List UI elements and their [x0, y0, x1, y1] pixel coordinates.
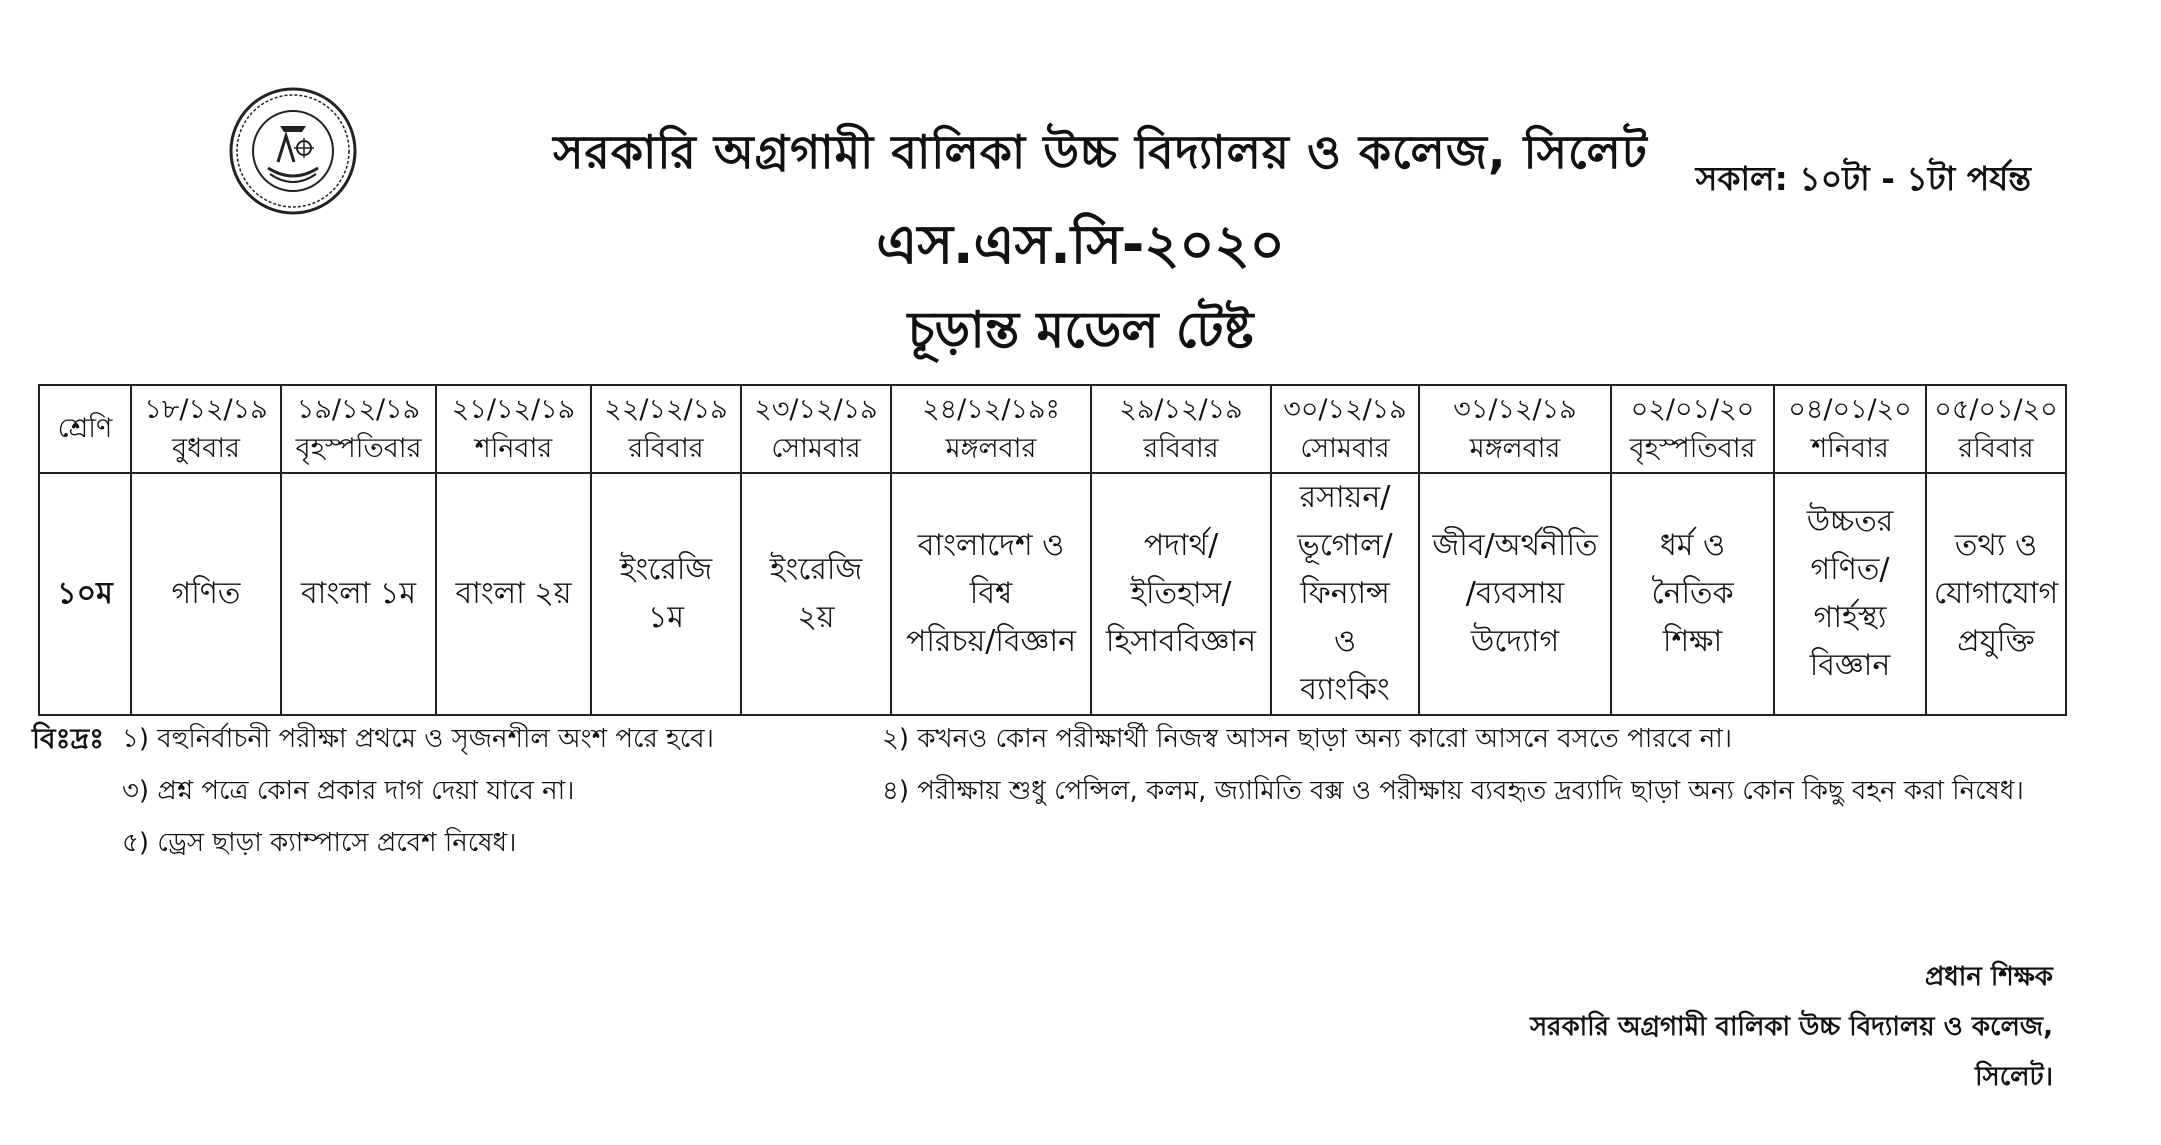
- exam-type: চূড়ান্ত মডেল টেষ্ট: [907, 301, 1254, 359]
- subject-cell: ইংরেজি ২য়: [741, 473, 891, 715]
- subject-cell: ধর্ম ও নৈতিক শিক্ষা: [1611, 473, 1774, 715]
- note-item: ২) কখনও কোন পরীক্ষার্থী নিজস্ব আসন ছাড়া অন্য কারো আসনে বসতে পারবে না।: [882, 724, 1733, 754]
- notes-label: বিঃদ্রঃ: [32, 722, 105, 755]
- table-row: [39, 473, 2066, 715]
- class-header: শ্রেণি: [39, 385, 131, 473]
- date-cell: ৩১/১২/১৯ মঙ্গলবার: [1419, 385, 1611, 473]
- exam-time: সকাল: ১০টা - ১টা পর্যন্ত: [1695, 159, 2031, 198]
- subject-cell: তথ্য ও যোগাযোগ প্রযুক্তি: [1926, 473, 2066, 715]
- subject-cell: বাংলা ১ম: [281, 473, 436, 715]
- exam-routine-table: [38, 384, 2067, 716]
- date-cell: ১৮/১২/১৯ বুধবার: [131, 385, 281, 473]
- signature-title: প্রধান শিক্ষক: [1924, 962, 2053, 992]
- signature-block: [1530, 952, 2053, 1102]
- subject-cell: উচ্চতর গণিত/ গার্হস্থ্য বিজ্ঞান: [1774, 473, 1926, 715]
- subject-cell: ইংরেজি ১ম: [591, 473, 741, 715]
- date-cell: ২৯/১২/১৯ রবিবার: [1091, 385, 1271, 473]
- date-cell: ৩০/১২/১৯ সোমবার: [1271, 385, 1419, 473]
- date-cell: ০২/০১/২০ বৃহস্পতিবার: [1611, 385, 1774, 473]
- date-cell: ০৪/০১/২০ শনিবার: [1774, 385, 1926, 473]
- subject-cell: জীব/অর্থনীতি /ব্যবসায় উদ্যোগ: [1419, 473, 1611, 715]
- subject-cell: পদার্থ/ ইতিহাস/ হিসাববিজ্ঞান: [1091, 473, 1271, 715]
- note-item: ১) বহুনির্বাচনী পরীক্ষা প্রথমে ও সৃজনশীল অংশ পরে হবে।: [122, 724, 714, 754]
- date-cell: ০৫/০১/২০ রবিবার: [1926, 385, 2066, 473]
- table-header-row: [39, 385, 2066, 473]
- class-cell: ১০ম: [39, 473, 131, 715]
- subject-cell: রসায়ন/ ভূগোল/ ফিন্যান্স ও ব্যাংকিং: [1271, 473, 1419, 715]
- note-item: ৪) পরীক্ষায় শুধু পেন্সিল, কলম, জ্যামিতি বক্স ও পরীক্ষায় ব্যবহৃত দ্রব্যাদি ছাড়া অন্য কোন কিছু বহন করা নিষেধ।: [882, 776, 2024, 806]
- date-cell: ২১/১২/১৯ শনিবার: [436, 385, 591, 473]
- subject-cell: বাংলা ২য়: [436, 473, 591, 715]
- note-item: ৩) প্রশ্ন পত্রে কোন প্রকার দাগ দেয়া যাবে না।: [122, 776, 575, 806]
- exam-name: এস.এস.সি-২০২০: [876, 213, 1285, 276]
- note-item: ৫) ড্রেস ছাড়া ক্যাম্পাসে প্রবেশ নিষেধ।: [122, 828, 517, 858]
- subject-cell: গণিত: [131, 473, 281, 715]
- date-cell: ২৩/১২/১৯ সোমবার: [741, 385, 891, 473]
- signature-city: সিলেট।: [1975, 1062, 2053, 1092]
- date-cell: ১৯/১২/১৯ বৃহস্পতিবার: [281, 385, 436, 473]
- date-cell: ২২/১২/১৯ রবিবার: [591, 385, 741, 473]
- date-cell: ২৪/১২/১৯ঃ মঙ্গলবার: [891, 385, 1091, 473]
- subject-cell: বাংলাদেশ ও বিশ্ব পরিচয়/বিজ্ঞান: [891, 473, 1091, 715]
- signature-institution: সরকারি অগ্রগামী বালিকা উচ্চ বিদ্যালয় ও কলেজ,: [1530, 1012, 2053, 1042]
- school-title: সরকারি অগ্রগামী বালিকা উচ্চ বিদ্যালয় ও কলেজ, সিলেট: [553, 125, 1648, 179]
